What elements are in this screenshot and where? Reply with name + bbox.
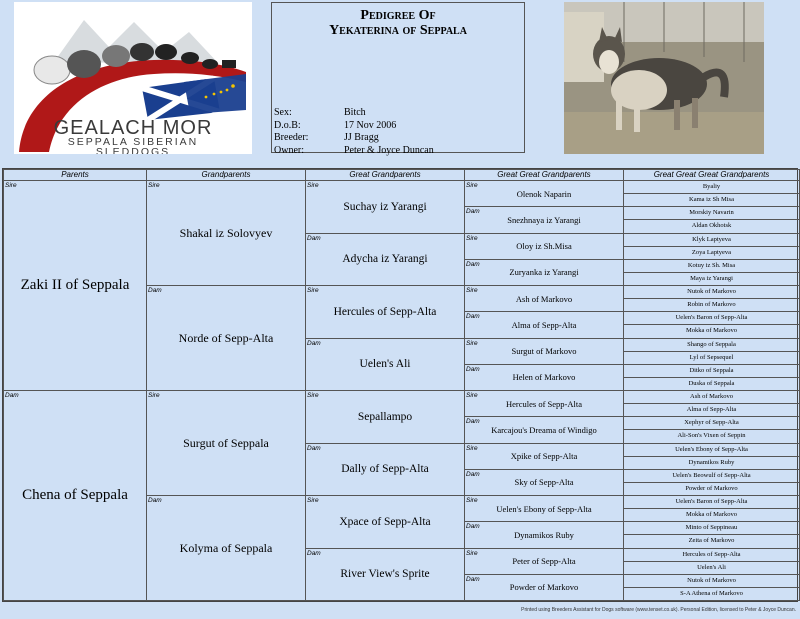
dog-name-text: Ash of Markovo [690,393,733,401]
pedigree-title-box [271,2,525,156]
dog-name-text: Uelen's Baron of Sepp-Alta [675,314,748,322]
gg-grandparent-cell [465,259,624,285]
sire-dam-label: Sire [5,182,17,189]
ggg-grandparent-cell [624,325,800,338]
dog-name-text: Karcajou's Dreama of Windigo [491,424,597,435]
dog-name-text: S-A Athena of Markovo [680,589,743,597]
column-header: Grandparents [147,170,306,181]
sire-dam-label: Sire [307,182,319,189]
ggg-grandparent-cell [624,430,800,443]
dog-name-text: Kolyma of Seppala [179,540,273,555]
dog-name-text: Robin of Markovo [687,301,736,309]
gg-grandparent-cell [465,469,624,495]
ggg-grandparent-cell [624,443,800,456]
dog-name-text: Zeita of Markovo [688,537,735,545]
info-row-sex [274,107,434,120]
info-row-breeder [274,132,434,145]
ggg-grandparent-cell [624,338,800,351]
info-label: D.o.B: [274,119,301,131]
dog-name-text: Kama iz Sh Misa [689,196,734,204]
ggg-grandparent-cell [624,351,800,364]
dog-name-text: Ash of Markovo [515,293,573,304]
ggg-grandparent-cell [624,259,800,272]
sire-dam-label: Sire [466,287,478,294]
dog-name-text: Ali-Son's Vixen of Seppin [677,432,746,440]
dog-name-text: Oloy iz Sh.Misa [516,241,572,252]
dog-name-text: Uelen's Beowulf of Sepp-Alta [672,471,751,479]
dog-name-text: Zuryanka iz Yarangi [509,267,579,278]
dog-name-text: Helen of Markovo [512,372,576,383]
info-value: JJ Bragg [344,132,379,143]
dog-name-text: Xpike of Sepp-Alta [510,451,578,462]
gg-grandparent-cell [465,417,624,443]
gg-grandparent-cell [465,364,624,390]
grandparent-cell [147,286,306,391]
dog-name-text: Hercules of Sepp-Alta [505,398,582,409]
gg-grandparent-cell [465,207,624,233]
footer-note: Printed using Breeders Assistant for Dogs software (www.tenset.co.uk). Personal Edition, licensed to Peter & Joyce Duncan. [521,607,796,613]
dog-name-text: River View's Sprite [340,568,430,581]
info-value: 17 Nov 2006 [344,119,397,131]
header-row [4,170,800,181]
dog-name-text: Powder of Markovo [685,484,738,492]
great-grandparent-cell [306,181,465,234]
ggg-grandparent-cell [624,246,800,259]
dog-name-text: Snezhnaya iz Yarangi [507,214,581,225]
sire-dam-label: Dam [466,313,480,321]
ggg-grandparent-cell [624,364,800,377]
pedigree-row [4,181,800,194]
dog-name-text: Uelen's Baron of Sepp-Alta [675,498,748,506]
sire-dam-label: Sire [148,392,160,399]
dog-name-text: Uelen's Ali [359,358,411,371]
great-grandparent-cell [306,286,465,339]
great-grandparent-cell [306,548,465,601]
dog-photo [564,2,764,154]
dog-name-text: Shango of Seppala [687,340,736,348]
sire-dam-label: Sire [466,549,478,557]
dog-name-text: Peter of Sepp-Alta [512,556,576,567]
sire-dam-label: Dam [5,392,19,399]
info-row-owner [274,145,434,158]
dog-name-text: Aldan Okhotsk [691,222,732,230]
dog-name-text: Uelen's Ebony of Sepp-Alta [675,445,748,453]
sire-dam-label: Sire [466,234,478,242]
dog-name-text: Byaliy [702,183,721,191]
dog-name-text: Morskiy Navarin [689,209,734,217]
ggg-grandparent-cell [624,404,800,417]
dog-name-text: Hercules of Sepp-Alta [682,550,741,558]
grandparent-cell [147,391,306,496]
sire-dam-label: Dam [466,260,480,268]
sire-dam-label: Dam [466,470,480,478]
info-label: Breeder: [274,132,309,143]
ggg-grandparent-cell [624,522,800,535]
dog-name-text: Hercules of Sepp-Alta [333,305,437,318]
dog-name-text: Xephyr of Sepp-Alta [684,419,739,427]
sire-dam-label: Dam [466,208,480,216]
sire-dam-label: Dam [466,418,480,426]
dog-name-text: Dally of Sepp-Alta [341,463,429,476]
dog-name-text: Zoya Laptyeva [691,248,732,256]
column-header: Great Grandparents [306,170,465,181]
dog-photo-icon [564,2,764,154]
column-header: Great Great Great Grandparents [624,170,800,181]
gg-grandparent-cell [465,181,624,207]
dog-name-text: Dynamikos Ruby [688,458,735,466]
dog-name: Yekaterina of Seppala [329,23,467,38]
ggg-grandparent-cell [624,574,800,587]
alaska-flag-icon [184,74,246,114]
great-grandparent-cell [306,496,465,549]
gg-grandparent-cell [465,338,624,364]
sire-dam-label: Dam [307,339,321,347]
dog-name-text: Chena of Seppala [22,487,128,503]
great-grandparent-cell [306,233,465,286]
info-value: Peter & Joyce Duncan [344,144,434,156]
sire-dam-label: Sire [466,444,478,452]
sire-dam-label: Sire [307,287,319,294]
kennel-subtitle [14,137,252,154]
dog-name-text: Zaki II of Seppala [20,277,130,293]
sire-dam-label: Sire [466,339,478,347]
ggg-grandparent-cell [624,417,800,430]
sire-dam-label: Sire [307,392,319,399]
pedigree-row [4,391,800,404]
dog-info [274,107,434,157]
ggg-grandparent-cell [624,181,800,194]
dog-name-text: Suchay iz Yarangi [343,200,427,213]
parent-cell [4,391,147,601]
dog-name-text: Kotuy iz Sh. Misa [687,261,736,269]
sire-dam-label: Dam [466,523,480,531]
ggg-grandparent-cell [624,286,800,299]
column-header: Parents [4,170,147,181]
gg-grandparent-cell [465,286,624,312]
dog-name-text: Lyl of Sepsequel [689,353,734,361]
kennel-name: GEALACH MOR [53,117,213,139]
info-label: Owner: [274,144,304,156]
ggg-grandparent-cell [624,548,800,561]
gg-grandparent-cell [465,233,624,259]
sire-dam-label: Sire [466,182,478,189]
ggg-grandparent-cell [624,220,800,233]
ggg-grandparent-cell [624,509,800,522]
ggg-grandparent-cell [624,482,800,495]
ggg-grandparent-cell [624,391,800,404]
sire-dam-label: Dam [307,549,321,557]
dog-name-text: Ditko of Seppala [689,366,734,374]
sire-dam-label: Sire [466,497,478,504]
dog-name-text: Adycha iz Yarangi [342,253,428,266]
sire-dam-label: Sire [148,182,160,189]
sire-dam-label: Sire [466,392,478,399]
dog-name-text: Nutok of Markovo [687,576,736,584]
dog-name-text: Duska of Seppala [688,379,735,387]
sire-dam-label: Sire [307,497,319,504]
dog-name-text: Xpace of Sepp-Alta [339,515,431,528]
column-header: Great Great Grandparents [465,170,624,181]
gg-grandparent-cell [465,312,624,338]
dog-name-text: Alma of Sepp-Alta [686,406,737,414]
dog-name-text: Mokka of Markovo [686,327,737,335]
info-label: Sex: [274,107,292,118]
pedigree-title: Pedigree Of [360,8,436,23]
grandparent-cell [147,496,306,601]
dog-name-text: Nutok of Markovo [687,288,736,296]
grandparent-cell [147,181,306,286]
sire-dam-label: Dam [466,575,480,583]
dog-name-text: Uelen's Ali [697,563,726,571]
ggg-grandparent-cell [624,377,800,390]
kennel-subtitle-line2: SLEDDOGS [95,146,171,154]
dog-name-text: Shakal iz Solovyev [179,225,273,240]
dog-name-text: Klyk Laptyeva [692,235,731,243]
kennel-logo [14,2,252,154]
dog-name-text: Uelen's Ebony of Sepp-Alta [496,503,592,514]
sire-dam-label: Dam [466,365,480,373]
parent-cell [4,181,147,391]
dog-name-text: Dynamikos Ruby [514,529,574,540]
dog-name-text: Sky of Sepp-Alta [514,477,574,488]
gg-grandparent-cell [465,443,624,469]
pedigree-table [2,168,798,602]
sire-dam-label: Dam [307,444,321,452]
dog-name-text: Alma of Sepp-Alta [511,319,577,330]
ggg-grandparent-cell [624,312,800,325]
dog-name-text: Powder of Markovo [509,582,579,593]
ggg-grandparent-cell [624,469,800,482]
dog-name-text: Maya iz Yarangi [690,274,733,282]
sire-dam-label: Dam [148,497,162,504]
ggg-grandparent-cell [624,299,800,312]
sire-dam-label: Dam [148,287,162,294]
great-grandparent-cell [306,338,465,391]
great-grandparent-cell [306,391,465,444]
kennel-subtitle-line1: SEPPALA SIBERIAN [67,136,199,148]
great-grandparent-cell [306,443,465,496]
ggg-grandparent-cell [624,456,800,469]
gg-grandparent-cell [465,391,624,417]
info-value: Bitch [344,107,366,118]
ggg-grandparent-cell [624,587,800,600]
ggg-grandparent-cell [624,207,800,220]
gg-grandparent-cell [465,496,624,522]
ggg-grandparent-cell [624,272,800,285]
gg-grandparent-cell [465,548,624,574]
ggg-grandparent-cell [624,496,800,509]
ggg-grandparent-cell [624,561,800,574]
dog-name-text: Minto of Seppineau [685,524,738,532]
dog-name-text: Sepallampo [357,410,413,423]
dog-name-text: Mokka of Markovo [686,511,737,519]
ggg-grandparent-cell [624,233,800,246]
ggg-grandparent-cell [624,194,800,207]
dog-name-text: Surgut of Markovo [511,346,577,357]
dog-name-text: Olenok Naparin [516,188,572,199]
info-row-dob [274,120,434,133]
dog-name-text: Norde of Sepp-Alta [178,330,274,345]
dog-name-text: Surgut of Seppala [183,435,269,450]
pedigree-body [4,181,800,601]
sire-dam-label: Dam [307,234,321,242]
gg-grandparent-cell [465,574,624,600]
ggg-grandparent-cell [624,535,800,548]
gg-grandparent-cell [465,522,624,548]
